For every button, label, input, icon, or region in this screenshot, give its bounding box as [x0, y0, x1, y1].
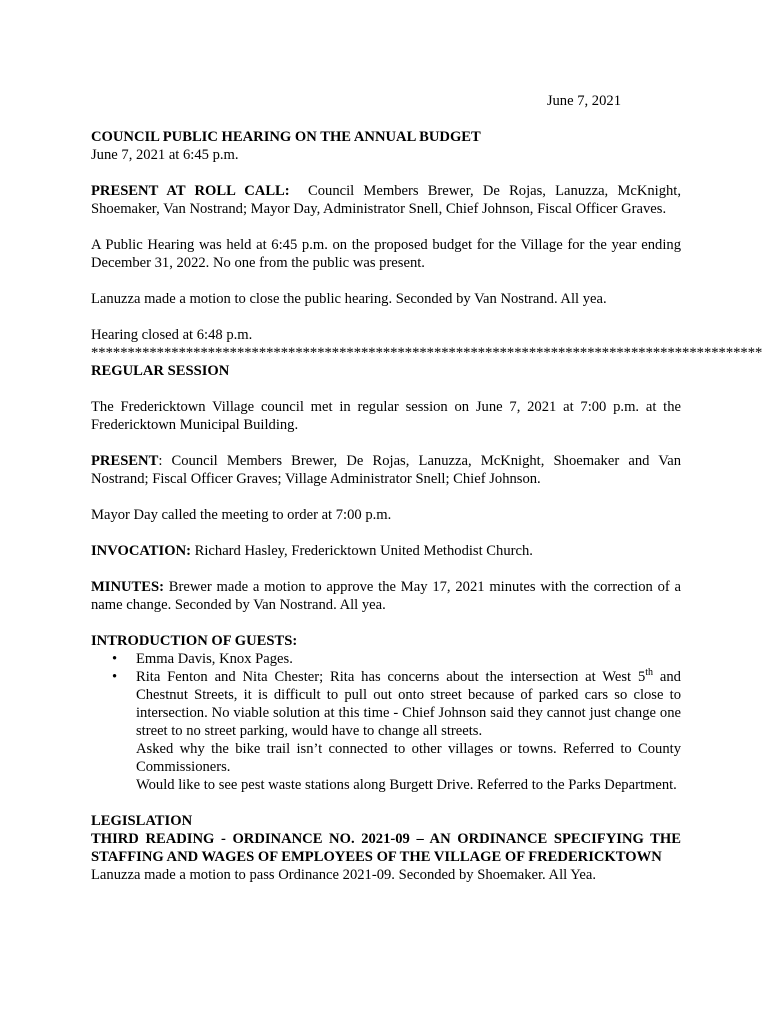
separator-line: ******************************************************************************************** — [91, 345, 763, 361]
invocation-text: Richard Hasley, Fredericktown United Methodist Church. — [190, 543, 533, 559]
invocation-paragraph — [91, 542, 681, 560]
ordinance-title — [91, 830, 681, 866]
ordinance-motion: Lanuzza made a motion to pass Ordinance 2021-09. Seconded by Shoemaker. All Yea. — [91, 867, 596, 883]
roll-call-label: PRESENT AT ROLL CALL: — [91, 183, 290, 199]
guest-pet-waste-note: Would like to see pest waste stations along Burgett Drive. Referred to the Parks Department. — [136, 777, 677, 793]
guests-title-text: INTRODUCTION OF GUESTS: — [91, 633, 298, 649]
present-text: : Council Members Brewer, De Rojas, Lanuzza, McKnight, Shoemaker and Van Nostrand; Fiscal Officer Graves; Village Administrator Snell; Chief Johnson. — [91, 453, 681, 487]
guest-concern-text-cont: and Chestnut Streets, it is difficult to pull out onto street because of parked cars so close to intersection. No viable solution at this time - Chief Johnson said they cannot just change one street to no street parking, would have to change all streets. — [136, 669, 681, 739]
regular-session-title — [91, 362, 681, 380]
ordinal-suffix: th — [645, 667, 654, 679]
minutes-text: Brewer made a motion to approve the May 17, 2021 minutes with the correction of a name change. Seconded by Van Nostrand. All yea. — [91, 579, 681, 613]
close-motion-paragraph: Lanuzza made a motion to close the public hearing. Seconded by Van Nostrand. All yea. — [91, 291, 607, 307]
present-paragraph — [91, 452, 681, 488]
invocation-label: INVOCATION: — [91, 543, 191, 559]
legislation-title — [91, 812, 681, 830]
regular-intro-paragraph: The Fredericktown Village council met in regular session on June 7, 2021 at 7:00 p.m. at the Fredericktown Municipal Building. — [91, 399, 681, 433]
guest-concern-text: Rita Fenton and Nita Chester; Rita has concerns about the intersection at West 5 — [136, 669, 646, 685]
present-label: PRESENT — [91, 453, 159, 469]
hearing-title-text: COUNCIL PUBLIC HEARING ON THE ANNUAL BUDGET — [91, 129, 481, 145]
ordinance-title-text: THIRD READING - ORDINANCE NO. 2021-09 – AN ORDINANCE SPECIFYING THE STAFFING AND WAGES OF EMPLOYEES OF THE VILLAGE OF FREDERICKTOWN — [91, 831, 681, 865]
document-date: June 7, 2021 — [546, 93, 621, 109]
guests-list — [91, 650, 681, 794]
hearing-paragraph: A Public Hearing was held at 6:45 p.m. on the proposed budget for the Village for the year ending December 31, 2022. No one from the public was present. — [91, 237, 681, 271]
document-body — [91, 92, 763, 884]
hearing-title — [91, 128, 681, 146]
roll-call-text: Council Members Brewer, De Rojas, Lanuzza, McKnight, Shoemaker, Van Nostrand; Mayor Day, Administrator Snell, Chief Johnson, Fiscal Officer Graves. — [91, 183, 682, 217]
call-to-order: Mayor Day called the meeting to order at 7:00 p.m. — [91, 507, 392, 523]
guests-title — [91, 632, 681, 650]
hearing-closed: Hearing closed at 6:48 p.m. — [91, 327, 253, 343]
guest-bike-trail-note: Asked why the bike trail isn’t connected to other villages or towns. Referred to County Commissioners. — [136, 741, 681, 775]
minutes-paragraph — [91, 578, 681, 614]
legislation-title-text: LEGISLATION — [91, 813, 193, 829]
minutes-label: MINUTES: — [91, 579, 164, 595]
regular-session-title-text: REGULAR SESSION — [91, 363, 230, 379]
roll-call-paragraph — [91, 182, 681, 218]
hearing-datetime: June 7, 2021 at 6:45 p.m. — [91, 147, 239, 163]
list-item: • Emma Davis, Knox Pages. — [136, 650, 681, 668]
list-item — [136, 668, 681, 794]
